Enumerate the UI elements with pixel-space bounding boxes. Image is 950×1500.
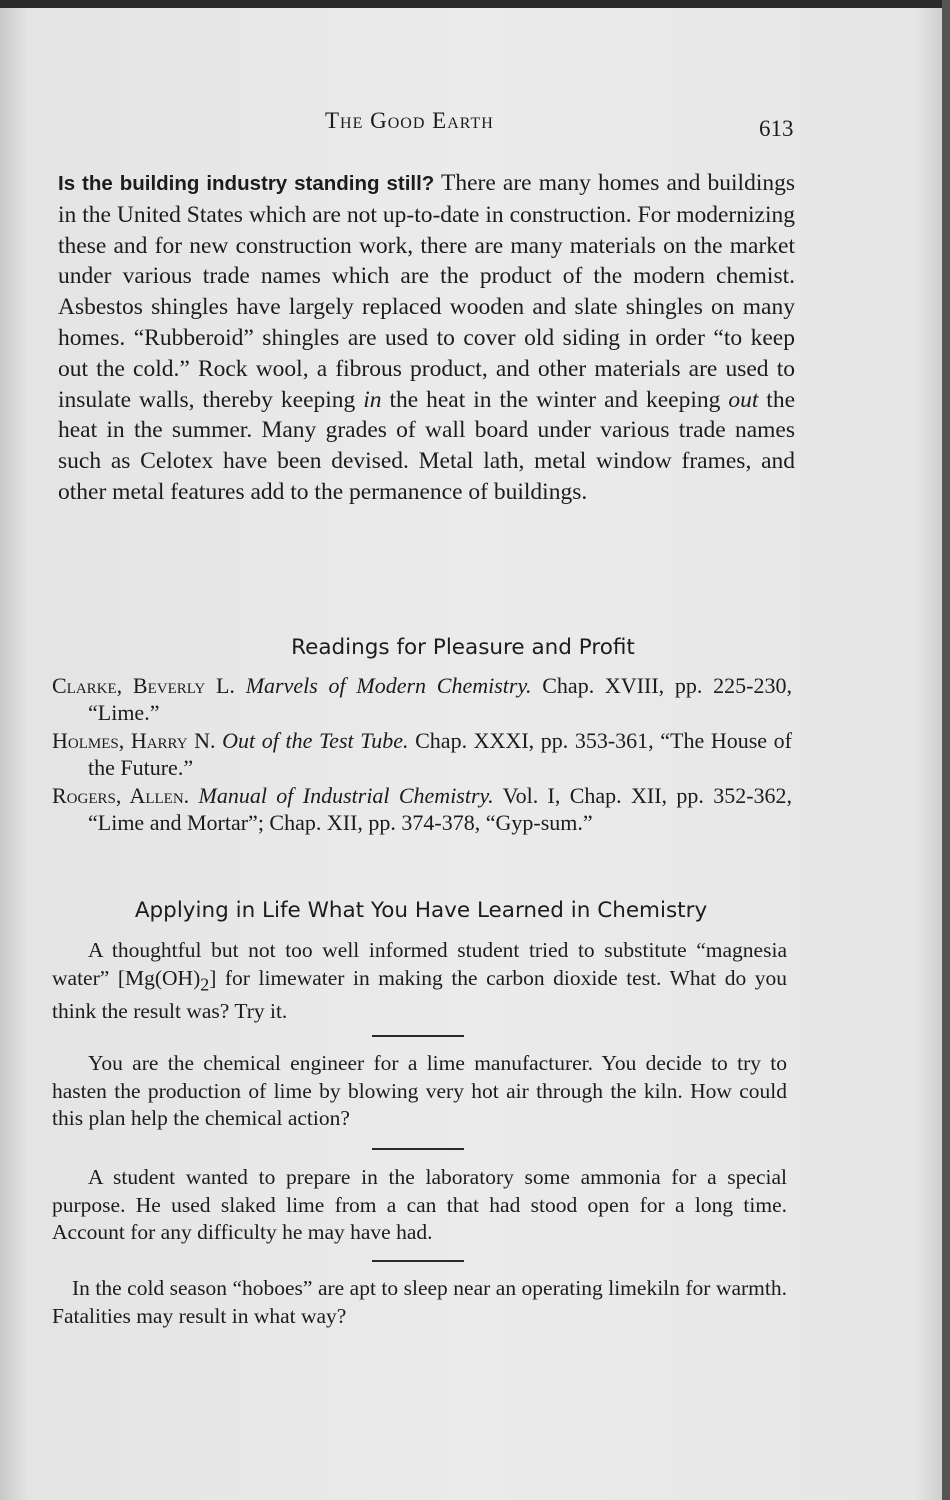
reference-title: Manual of Industrial Chemistry. xyxy=(198,783,494,808)
top-edge xyxy=(0,0,950,8)
page-number: 613 xyxy=(759,116,794,141)
body-paragraph xyxy=(58,168,795,508)
emphasis-in: in xyxy=(363,386,382,413)
reference-details: Vol. I, Chap. XII, pp. 352-362, “Lime and Mortar”; Chap. XII, pp. 374-378, “Gyp-sum.” xyxy=(88,783,793,835)
reference-author: Rogers, Allen. xyxy=(52,783,190,808)
reference-title: Out of the Test Tube. xyxy=(222,728,409,753)
readings-heading: Readings for Pleasure and Profit xyxy=(291,635,635,660)
running-head-word: The xyxy=(325,108,364,133)
formula-subscript: 2 xyxy=(200,973,210,994)
running-head xyxy=(325,108,494,134)
running-head-word: Earth xyxy=(432,108,494,133)
separator-rule xyxy=(372,1260,464,1262)
exercise-question xyxy=(52,937,787,1026)
reference-list xyxy=(52,672,792,837)
reference-author: Clarke, Beverly L. xyxy=(52,673,235,698)
reference-item xyxy=(52,782,792,836)
separator-rule xyxy=(372,1035,464,1037)
reference-details: Chap. XVIII, pp. 225-230, “Lime.” xyxy=(88,673,792,725)
reference-details: Chap. XXXI, pp. 353-361, “The House of the Future.” xyxy=(88,728,793,780)
book-page xyxy=(0,8,942,1500)
reference-title: Marvels of Modern Chemistry. xyxy=(245,673,532,698)
reference-author: Holmes, Harry N. xyxy=(52,728,216,753)
exercise-question: A student wanted to prepare in the laboratory some ammonia for a special purpose. He used slaked lime from a can that had stood open for a long time. Account for any difficulty he may have had. xyxy=(52,1165,787,1244)
reference-item xyxy=(52,727,792,781)
paragraph-lead-heading: Is the building industry standing still? xyxy=(58,172,435,195)
applying-heading: Applying in Life What You Have Learned in Chemistry xyxy=(134,898,708,923)
exercise-question: In the cold season “hoboes” are apt to sleep near an operating limekiln for warmth. Fatalities may result in what way? xyxy=(52,1276,787,1328)
exercise-text: A thoughtful but not too well informed student tried to substitute “magnesia water” [Mg(OH) xyxy=(52,938,787,990)
right-edge xyxy=(942,0,950,1500)
paragraph-text: There are many homes and buildings in the United States which are not up-to-date in construction. For modernizing these and for new construction work, there are many materials on the market under various trade names which are the product of the modern chemist. Asbestos shingles have largely replaced wooden and slate shingles on many homes. “Rubberoid” shingles are used to cover old siding in order “to keep out the cold.” Rock wool, a fibrous product, and other materials are used to insulate walls, thereby keeping xyxy=(58,170,795,413)
reference-item xyxy=(52,672,792,726)
paragraph-text: the heat in the summer. Many grades of wall board under various trade names such as Celotex have been devised. Metal lath, metal window frames, and other metal features add to the permanence of buildings. xyxy=(58,386,796,505)
exercise-text: ] for limewater in making the carbon dioxide test. What do you think the result was? Try it. xyxy=(52,965,787,1024)
exercise-question: You are the chemical engineer for a lime manufacturer. You decide to try to hasten the production of lime by blowing very hot air through the kiln. How could this plan help the chemical action? xyxy=(52,1051,787,1130)
running-head-word: Good xyxy=(370,108,426,133)
separator-rule xyxy=(372,1148,464,1150)
emphasis-out: out xyxy=(728,386,759,413)
paragraph-text: the heat in the winter and keeping xyxy=(389,386,721,413)
